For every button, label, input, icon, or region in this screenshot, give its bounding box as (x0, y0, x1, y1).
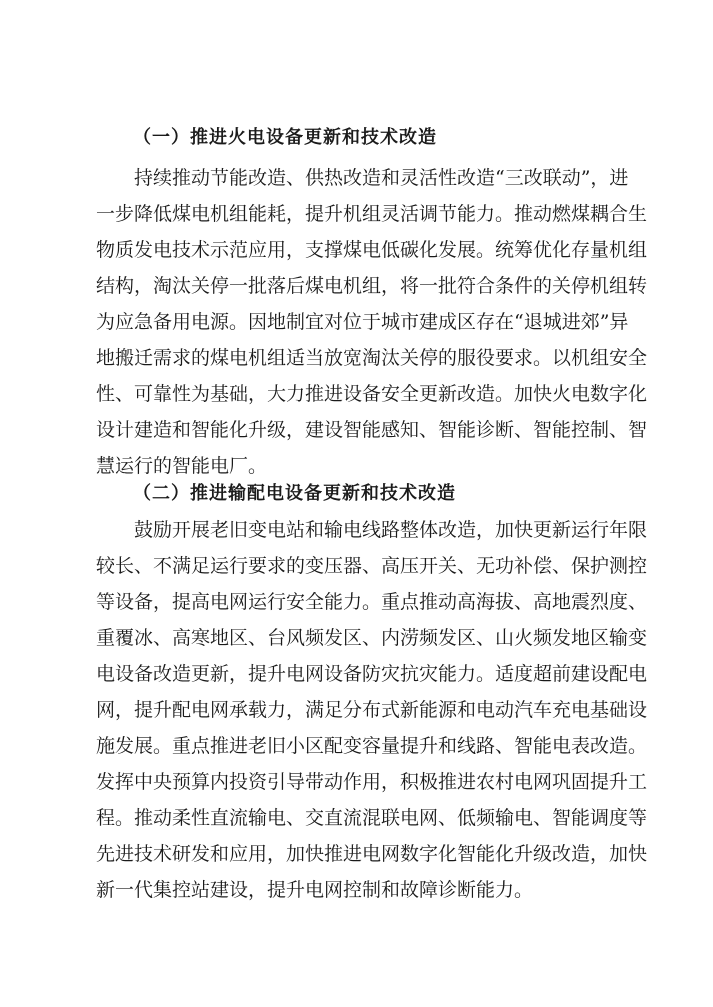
section2-line-9: 程。推动柔性直流输电、交直流混联电网、低频输电、智能调度等 (96, 807, 648, 829)
section1-line-8: 设计建造和智能化升级，建设智能感知、智能诊断、智能控制、智 (96, 419, 648, 441)
section1-line-1: 持续推动节能改造、供热改造和灵活性改造“三改联动”，进 (134, 167, 629, 189)
section1-line-4: 结构，淘汰关停一批落后煤电机组，将一批符合条件的关停机组转 (96, 275, 648, 297)
section1-line-6: 地搬迁需求的煤电机组适当放宽淘汰关停的服役要求。以机组安全 (96, 347, 648, 369)
section2-line-10: 先进技术研发和应用，加快推进电网数字化智能化升级改造，加快 (96, 843, 648, 865)
section2-line-3: 等设备，提高电网运行安全能力。重点推动高海拔、高地震烈度、 (96, 591, 648, 613)
section2-line-5: 电设备改造更新，提升电网设备防灾抗灾能力。适度超前建设配电 (96, 663, 648, 685)
section2-line-8: 发挥中央预算内投资引导带动作用，积极推进农村电网巩固提升工 (96, 771, 648, 793)
section1-line-3: 物质发电技术示范应用，支撑煤电低碳化发展。统筹优化存量机组 (96, 239, 648, 261)
section1-line-7: 性、可靠性为基础，大力推进设备安全更新改造。加快火电数字化 (96, 383, 648, 405)
section2-line-6: 网，提升配电网承载力，满足分布式新能源和电动汽车充电基础设 (96, 699, 648, 721)
section1-line-5: 为应急备用电源。因地制宜对位于城市建成区存在“退城进郊”异 (96, 311, 629, 333)
section2-line-4: 重覆冰、高寒地区、台风频发区、内涝频发区、山火频发地区输变 (96, 627, 648, 649)
section2-line-11: 新一代集控站建设，提升电网控制和故障诊断能力。 (96, 879, 534, 901)
section2-heading: （二）推进输配电设备更新和技术改造 (133, 483, 456, 504)
section2-line-2: 较长、不满足运行要求的变压器、高压开关、无功补偿、保护测控 (96, 555, 648, 577)
section2-line-7: 施发展。重点推进老旧小区配变容量提升和线路、智能电表改造。 (96, 735, 648, 757)
section1-heading: （一）推进火电设备更新和技术改造 (133, 127, 437, 148)
section2-line-1: 鼓励开展老旧变电站和输电线路整体改造，加快更新运行年限 (134, 519, 648, 541)
section1-line-9: 慧运行的智能电厂。 (96, 455, 268, 477)
section1-line-2: 一步降低煤电机组能耗，提升机组灵活调节能力。推动燃煤耦合生 (96, 203, 648, 225)
